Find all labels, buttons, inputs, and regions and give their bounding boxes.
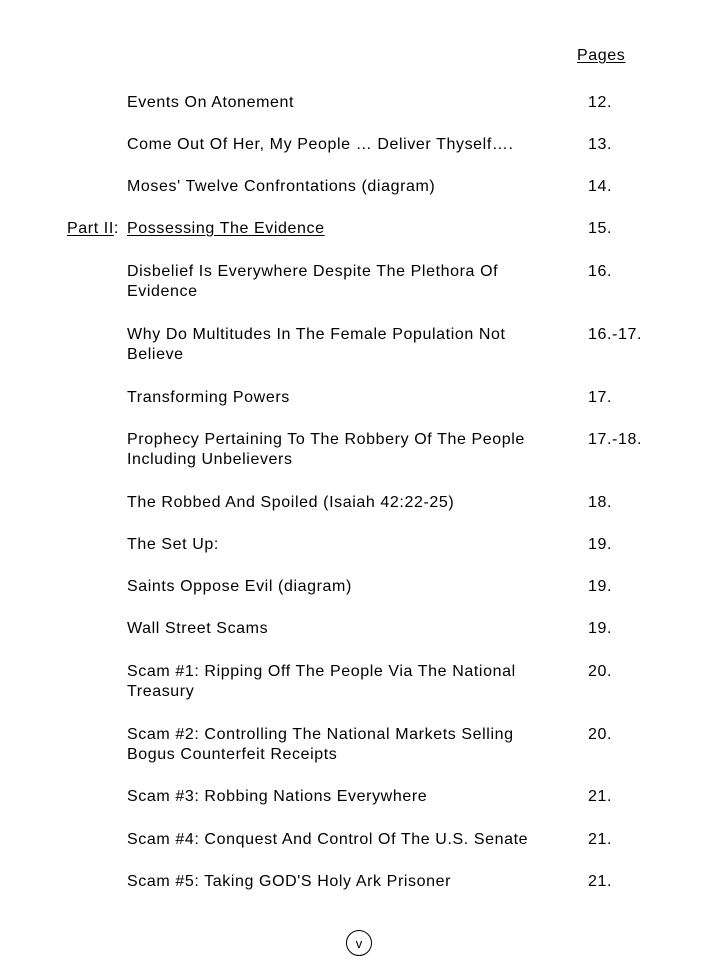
toc-entry-page: 16.-17.: [588, 326, 643, 343]
toc-entry-title: Disbelief Is Everywhere Despite The Plethora Of Evidence: [127, 263, 499, 300]
toc-entry-page: 12.: [588, 94, 613, 111]
toc-entry-page: 19.: [588, 620, 613, 637]
toc-entry-title: The Robbed And Spoiled (Isaiah 42:22-25): [127, 494, 455, 511]
part-label-text: Part II: [67, 220, 114, 237]
toc-entry-title: Wall Street Scams: [127, 620, 269, 637]
toc-entry-page: 20.: [588, 663, 613, 680]
toc-entry-page: 17.-18.: [588, 431, 643, 448]
toc-entry-title: Scam #3: Robbing Nations Everywhere: [127, 788, 428, 805]
toc-entry-page: 19.: [588, 536, 613, 553]
toc-entry-page: 17.: [588, 389, 613, 406]
toc-entry-title: Scam #4: Conquest And Control Of The U.S. Senate: [127, 831, 529, 848]
toc-entry-title: Why Do Multitudes In The Female Population Not Believe: [127, 326, 506, 363]
toc-entry-page: 21.: [588, 831, 613, 848]
toc-entry-title: Possessing The Evidence: [127, 220, 325, 237]
toc-entry-title: Scam #1: Ripping Off The People Via The National Treasury: [127, 663, 516, 700]
toc-entry-title: Moses' Twelve Confrontations (diagram): [127, 178, 436, 195]
toc-entry-title: Events On Atonement: [127, 94, 295, 111]
toc-entry-page: 21.: [588, 873, 613, 890]
toc-entry-page: 14.: [588, 178, 613, 195]
toc-entry-page: 20.: [588, 726, 613, 743]
toc-entry-page: 19.: [588, 578, 613, 595]
toc-entry-page: 16.: [588, 263, 613, 280]
pages-column-header: Pages: [577, 47, 626, 64]
toc-entry-page: 18.: [588, 494, 613, 511]
toc-entry-page: 21.: [588, 788, 613, 805]
toc-entry-title: Scam #2: Controlling The National Markets Selling Bogus Counterfeit Receipts: [127, 726, 514, 763]
toc-entry-title: Transforming Powers: [127, 389, 290, 406]
toc-entry-title: The Set Up:: [127, 536, 219, 553]
toc-entry-title: Saints Oppose Evil (diagram): [127, 578, 352, 595]
part-label-separator: :: [113, 220, 119, 237]
toc-entry-page: 13.: [588, 136, 613, 153]
toc-entry-title: Prophecy Pertaining To The Robbery Of The People Including Unbelievers: [127, 431, 525, 468]
toc-entry-title: Come Out Of Her, My People … Deliver Thyself….: [127, 136, 514, 153]
toc-part-label: [67, 219, 119, 239]
toc-entry-page: 15.: [588, 220, 613, 237]
page-number: v: [346, 930, 372, 956]
toc-entry-title: Scam #5: Taking GOD'S Holy Ark Prisoner: [127, 873, 452, 890]
